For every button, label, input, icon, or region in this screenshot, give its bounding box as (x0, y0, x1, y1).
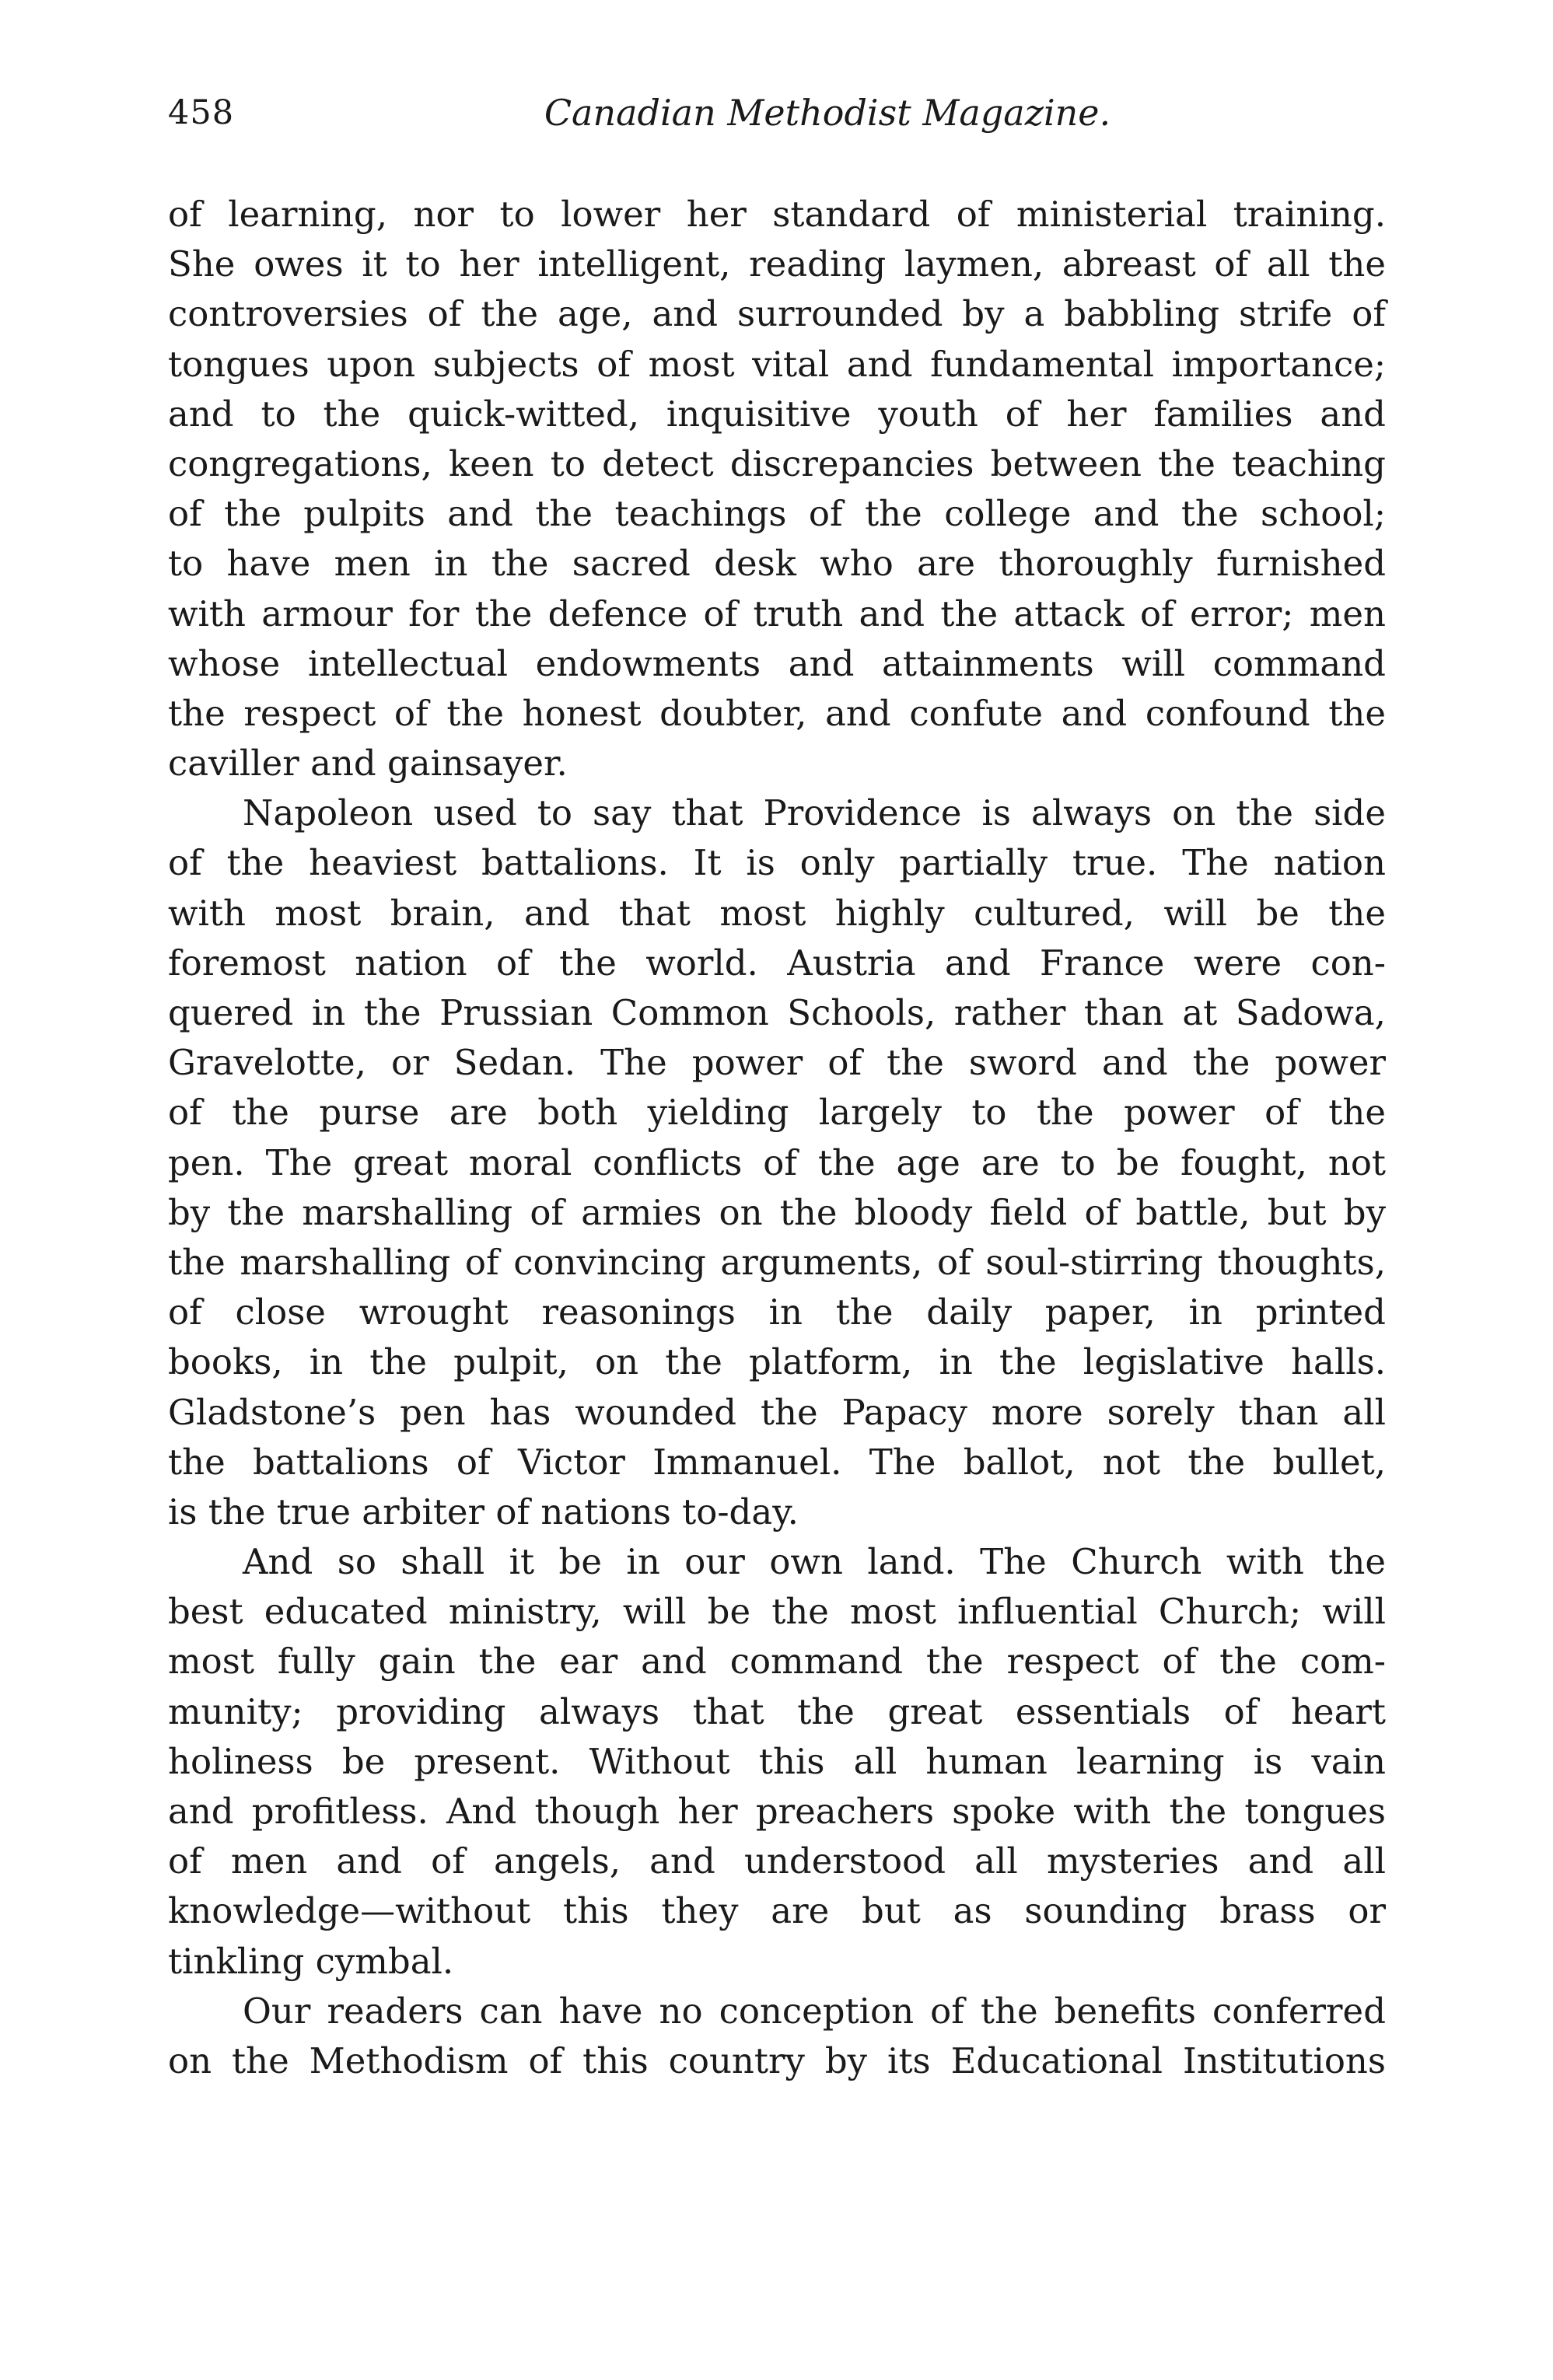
text-line: pen. The great moral conflicts of the age are to be fought, not (168, 1141, 1386, 1183)
paragraph (168, 1987, 1386, 2086)
text-line: and profitless. And though her preachers spoke with the tongues (168, 1791, 1386, 1832)
text-line: of the heaviest battalions. It is only partially true. The nation (168, 842, 1386, 884)
text-line: the battalions of Victor Immanuel. The ballot, not the bullet, (168, 1441, 1386, 1483)
text-line: caviller and gainsayer. (168, 743, 568, 785)
page-number: 458 (168, 93, 235, 132)
text-line: Gravelotte, or Sedan. The power of the sword and the power (168, 1042, 1386, 1084)
paragraph (168, 1537, 1386, 1987)
text-line: of the purse are both yielding largely to the power of the (168, 1092, 1386, 1134)
text-line: Gladstone’s pen has wounded the Papacy more sorely than all (168, 1391, 1386, 1433)
text-line: is the true arbiter of nations to-day. (168, 1491, 799, 1532)
text-line: holiness be present. Without this all human learning is vain (168, 1740, 1386, 1782)
text-line: quered in the Prussian Common Schools, rather than at Sadowa, (168, 992, 1386, 1033)
text-line: tinkling cymbal. (168, 1940, 454, 1982)
text-line: books, in the pulpit, on the platform, in the legislative halls. (168, 1341, 1386, 1383)
paragraph (168, 190, 1386, 788)
text-line: Our readers can have no conception of the benefits conferred (243, 1990, 1386, 2032)
text-line: of men and of angels, and understood all mysteries and all (168, 1840, 1386, 1882)
text-line: by the marshalling of armies on the bloody field of battle, but by (168, 1191, 1386, 1233)
text-line: controversies of the age, and surrounded by a babbling strife of (168, 293, 1386, 335)
text-line: knowledge—without this they are but as sounding brass or (168, 1890, 1386, 1932)
text-line: foremost nation of the world. Austria and France were con- (168, 942, 1386, 984)
text-line: tongues upon subjects of most vital and fundamental importance; (168, 343, 1386, 385)
text-line: She owes it to her intelligent, reading laymen, abreast of all the (168, 243, 1386, 285)
text-line: on the Methodism of this country by its Educational Institutions (168, 2039, 1386, 2081)
text-line: congregations, keen to detect discrepancies between the teaching (168, 442, 1386, 484)
text-line: and to the quick-witted, inquisitive youth of her families and (168, 393, 1386, 435)
text-line: And so shall it be in our own land. The Church with the (243, 1541, 1386, 1583)
text-line: munity; providing always that the great essentials of heart (168, 1690, 1386, 1732)
text-line: whose intellectual endowments and attainments will command (168, 642, 1386, 684)
text-line: of the pulpits and the teachings of the college and the school; (168, 493, 1386, 535)
text-line: with armour for the defence of truth and the attack of error; men (168, 592, 1386, 634)
text-line: the respect of the honest doubter, and confute and confound the (168, 692, 1386, 734)
body-text (168, 190, 1386, 2086)
text-line: of learning, nor to lower her standard of ministerial training. (168, 194, 1386, 235)
text-line: Napoleon used to say that Providence is always on the side (243, 792, 1386, 834)
text-line: with most brain, and that most highly cultured, will be the (168, 892, 1386, 934)
text-line: the marshalling of convincing arguments, of soul-stirring thoughts, (168, 1241, 1386, 1283)
text-line: best educated ministry, will be the most influential Church; will (168, 1591, 1386, 1633)
journal-title: Canadian Methodist Magazine. (544, 92, 1111, 134)
text-line: most fully gain the ear and command the respect of the com- (168, 1641, 1386, 1683)
running-head (168, 78, 1386, 142)
text-line: to have men in the sacred desk who are thoroughly furnished (168, 543, 1386, 585)
page (168, 78, 1386, 2086)
paragraph (168, 788, 1386, 1537)
text-line: of close wrought reasonings in the daily paper, in printed (168, 1291, 1386, 1333)
